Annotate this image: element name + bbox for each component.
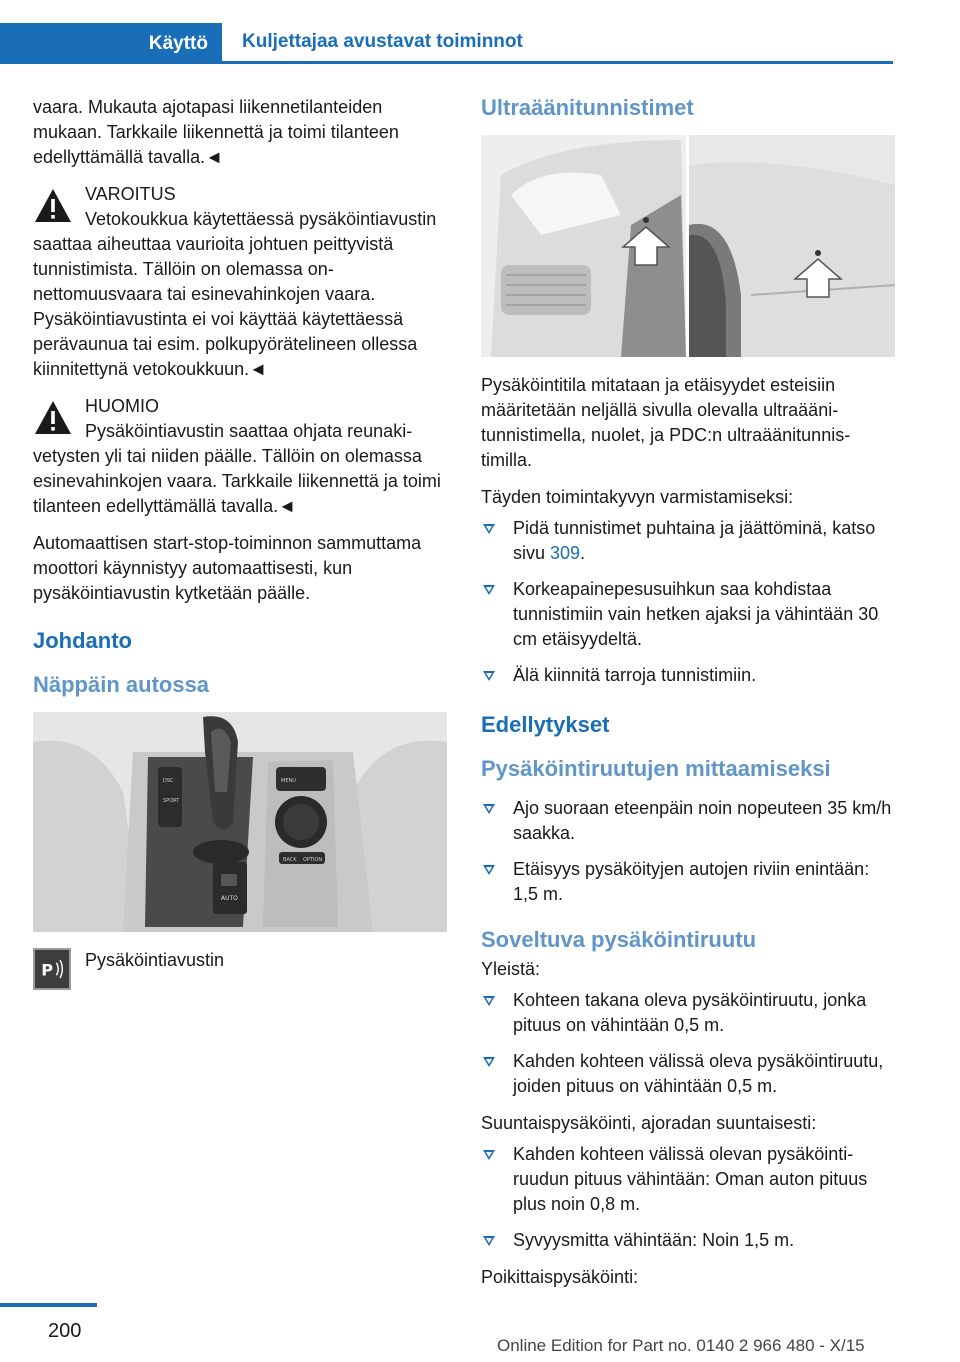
list-item-text: Syvyysmitta vähintään: Noin 1,5 m. xyxy=(513,1230,795,1250)
warning-block-huomio xyxy=(33,394,447,519)
general-label: Yleistä: xyxy=(481,959,541,979)
list-item xyxy=(481,663,895,688)
header-chapter[interactable]: Kuljettajaa avustavat toiminnot xyxy=(222,23,893,64)
svg-text:SPORT: SPORT xyxy=(163,798,180,804)
sensor-description: Pysäköintitila mitataan ja etäisyydet esteisiin määritetään neljällä sivulla olevalla ultraäänitunnistimella, nuolet, ja PDC:n ultraäänitunnistimilla. xyxy=(481,375,851,470)
heading-soveltuva: Soveltuva pysäköintiruutu xyxy=(481,927,757,952)
sensor-care-list xyxy=(481,516,895,688)
heading-nappain-autossa: Näppäin autossa xyxy=(33,672,210,697)
list-item-text: Kohteen takana oleva pysäköintiruutu, jonka pituus on vähintään 0,5 m. xyxy=(513,990,867,1035)
bullet-triangle-icon xyxy=(483,804,495,814)
page-link-309[interactable]: 309 xyxy=(550,543,581,563)
bullet-triangle-icon xyxy=(483,996,495,1006)
list-item xyxy=(481,988,895,1038)
page-number: 200 xyxy=(48,1320,82,1342)
warning-block-varoitus xyxy=(33,182,447,382)
header-section[interactable]: Käyttö xyxy=(0,23,222,64)
intro-paragraph: vaara. Mukauta ajotapasi liikennetilanteiden mukaan. Tarkkaile liikennettä ja toimi tilanteen edellyttämällä tavalla.◄ xyxy=(33,97,399,167)
console-auto-label: AUTO xyxy=(221,895,238,902)
svg-text:P: P xyxy=(41,960,54,980)
measuring-conditions-list xyxy=(481,796,895,907)
list-item xyxy=(481,796,895,846)
footer-edition: Online Edition for Part no. 0140 2 966 480 - X/15 xyxy=(497,1336,865,1355)
list-item-text: Älä kiinnitä tarroja tunnistimiin. xyxy=(513,665,757,685)
heading-johdanto: Johdanto xyxy=(33,628,132,653)
pdc-button-row xyxy=(33,948,447,994)
list-item xyxy=(481,857,895,907)
bullet-triangle-icon xyxy=(483,1150,495,1160)
list-item xyxy=(481,1142,895,1217)
list-item-text: Etäisyys pysäköityjen autojen riviin enintään: 1,5 m. xyxy=(513,859,870,904)
right-column xyxy=(481,95,895,1302)
autostart-paragraph: Automaattisen start-stop-toiminnon sammuttama moottori käynnistyy automaattisesti, kun pysäköintiavustin kytketään päälle. xyxy=(33,533,422,603)
list-item xyxy=(481,1228,895,1253)
bullet-triangle-icon xyxy=(483,524,495,534)
svg-text:DSC: DSC xyxy=(163,778,174,784)
parallel-parking-label: Suuntaispysäköinti, ajoradan suuntaisesti: xyxy=(481,1113,817,1133)
console-back-label: BACK xyxy=(283,857,297,863)
list-item xyxy=(481,577,895,652)
list-item xyxy=(481,1049,895,1099)
list-item-text: Korkeapainepesusuihkun saa kohdistaa tunnistimiin vain hetken ajaksi ja vähintään 30 cm etäisyydeltä. xyxy=(513,579,879,649)
list-item-text: Kahden kohteen välissä olevan pysäköintiruudun pituus vähintään: Oman auton pituus plus noin 0,8 m. xyxy=(513,1144,868,1214)
heading-edellytykset: Edellytykset xyxy=(481,712,610,737)
footer-accent-line xyxy=(0,1303,97,1307)
list-item-suffix: . xyxy=(580,543,586,563)
heading-ultraanitunnistimet: Ultraäänitunnistimet xyxy=(481,95,694,120)
list-item-text: Ajo suoraan eteenpäin noin nopeuteen 35 km/h saakka. xyxy=(513,798,892,843)
pdc-button-label: Pysäköintiavustin xyxy=(85,950,225,970)
bullet-triangle-icon xyxy=(483,585,495,595)
caution-title: HUOMIO xyxy=(85,396,159,416)
bullet-triangle-icon xyxy=(483,1236,495,1246)
general-spaces-list xyxy=(481,988,895,1099)
caution-triangle-icon xyxy=(33,398,73,438)
bullet-triangle-icon xyxy=(483,671,495,681)
bullet-triangle-icon xyxy=(483,865,495,875)
page-header xyxy=(0,0,960,64)
car-sensors-illustration xyxy=(481,135,895,357)
console-menu-label: MENU xyxy=(281,778,296,784)
perpendicular-parking-label: Poikittaispysäköinti: xyxy=(481,1267,639,1287)
list-item xyxy=(481,516,895,566)
left-column xyxy=(33,95,447,994)
console-option-label: OPTION xyxy=(303,857,323,863)
center-console-figure xyxy=(33,712,447,932)
heading-mittaamiseksi: Pysäköintiruutujen mittaamiseksi xyxy=(481,756,831,781)
warning-text: Vetokoukkua käytettäessä pysäköintiavustin saattaa aiheuttaa vaurioita johtuen peittyvistä tunnistimista. Tällöin on olemassa onnettomuusvaara tai esinevahinkojen vaara. Pysäköintiavustinta ei voi käyttää käytettäessä perävaunua tai esim. polkupyörätelineen ollessa kiinnitettynä vetokoukkuun.◄ xyxy=(33,209,437,379)
sensor-location-figure xyxy=(481,135,895,357)
list-item-text: Kahden kohteen välissä oleva pysäköintiruutu, joiden pituus on vähintään 0,5 m. xyxy=(513,1051,884,1096)
caution-text: Pysäköintiavustin saattaa ohjata reunakivetysten yli tai niiden päälle. Tällöin on olemassa esinevahinkojen vaara. Tarkkaile liikennettä ja toimi tilanteen edellyttämällä tavalla.◄ xyxy=(33,421,441,516)
parallel-parking-list xyxy=(481,1142,895,1253)
park-assist-button-icon xyxy=(33,948,71,990)
center-console-illustration xyxy=(33,712,447,932)
list-item-text: Pidä tunnistimet puhtaina ja jäättöminä, katso sivu xyxy=(513,518,876,563)
warning-title: VAROITUS xyxy=(85,184,176,204)
warning-triangle-icon xyxy=(33,186,73,226)
bullet-triangle-icon xyxy=(483,1057,495,1067)
full-function-intro: Täyden toimintakyvyn varmistamiseksi: xyxy=(481,487,794,507)
